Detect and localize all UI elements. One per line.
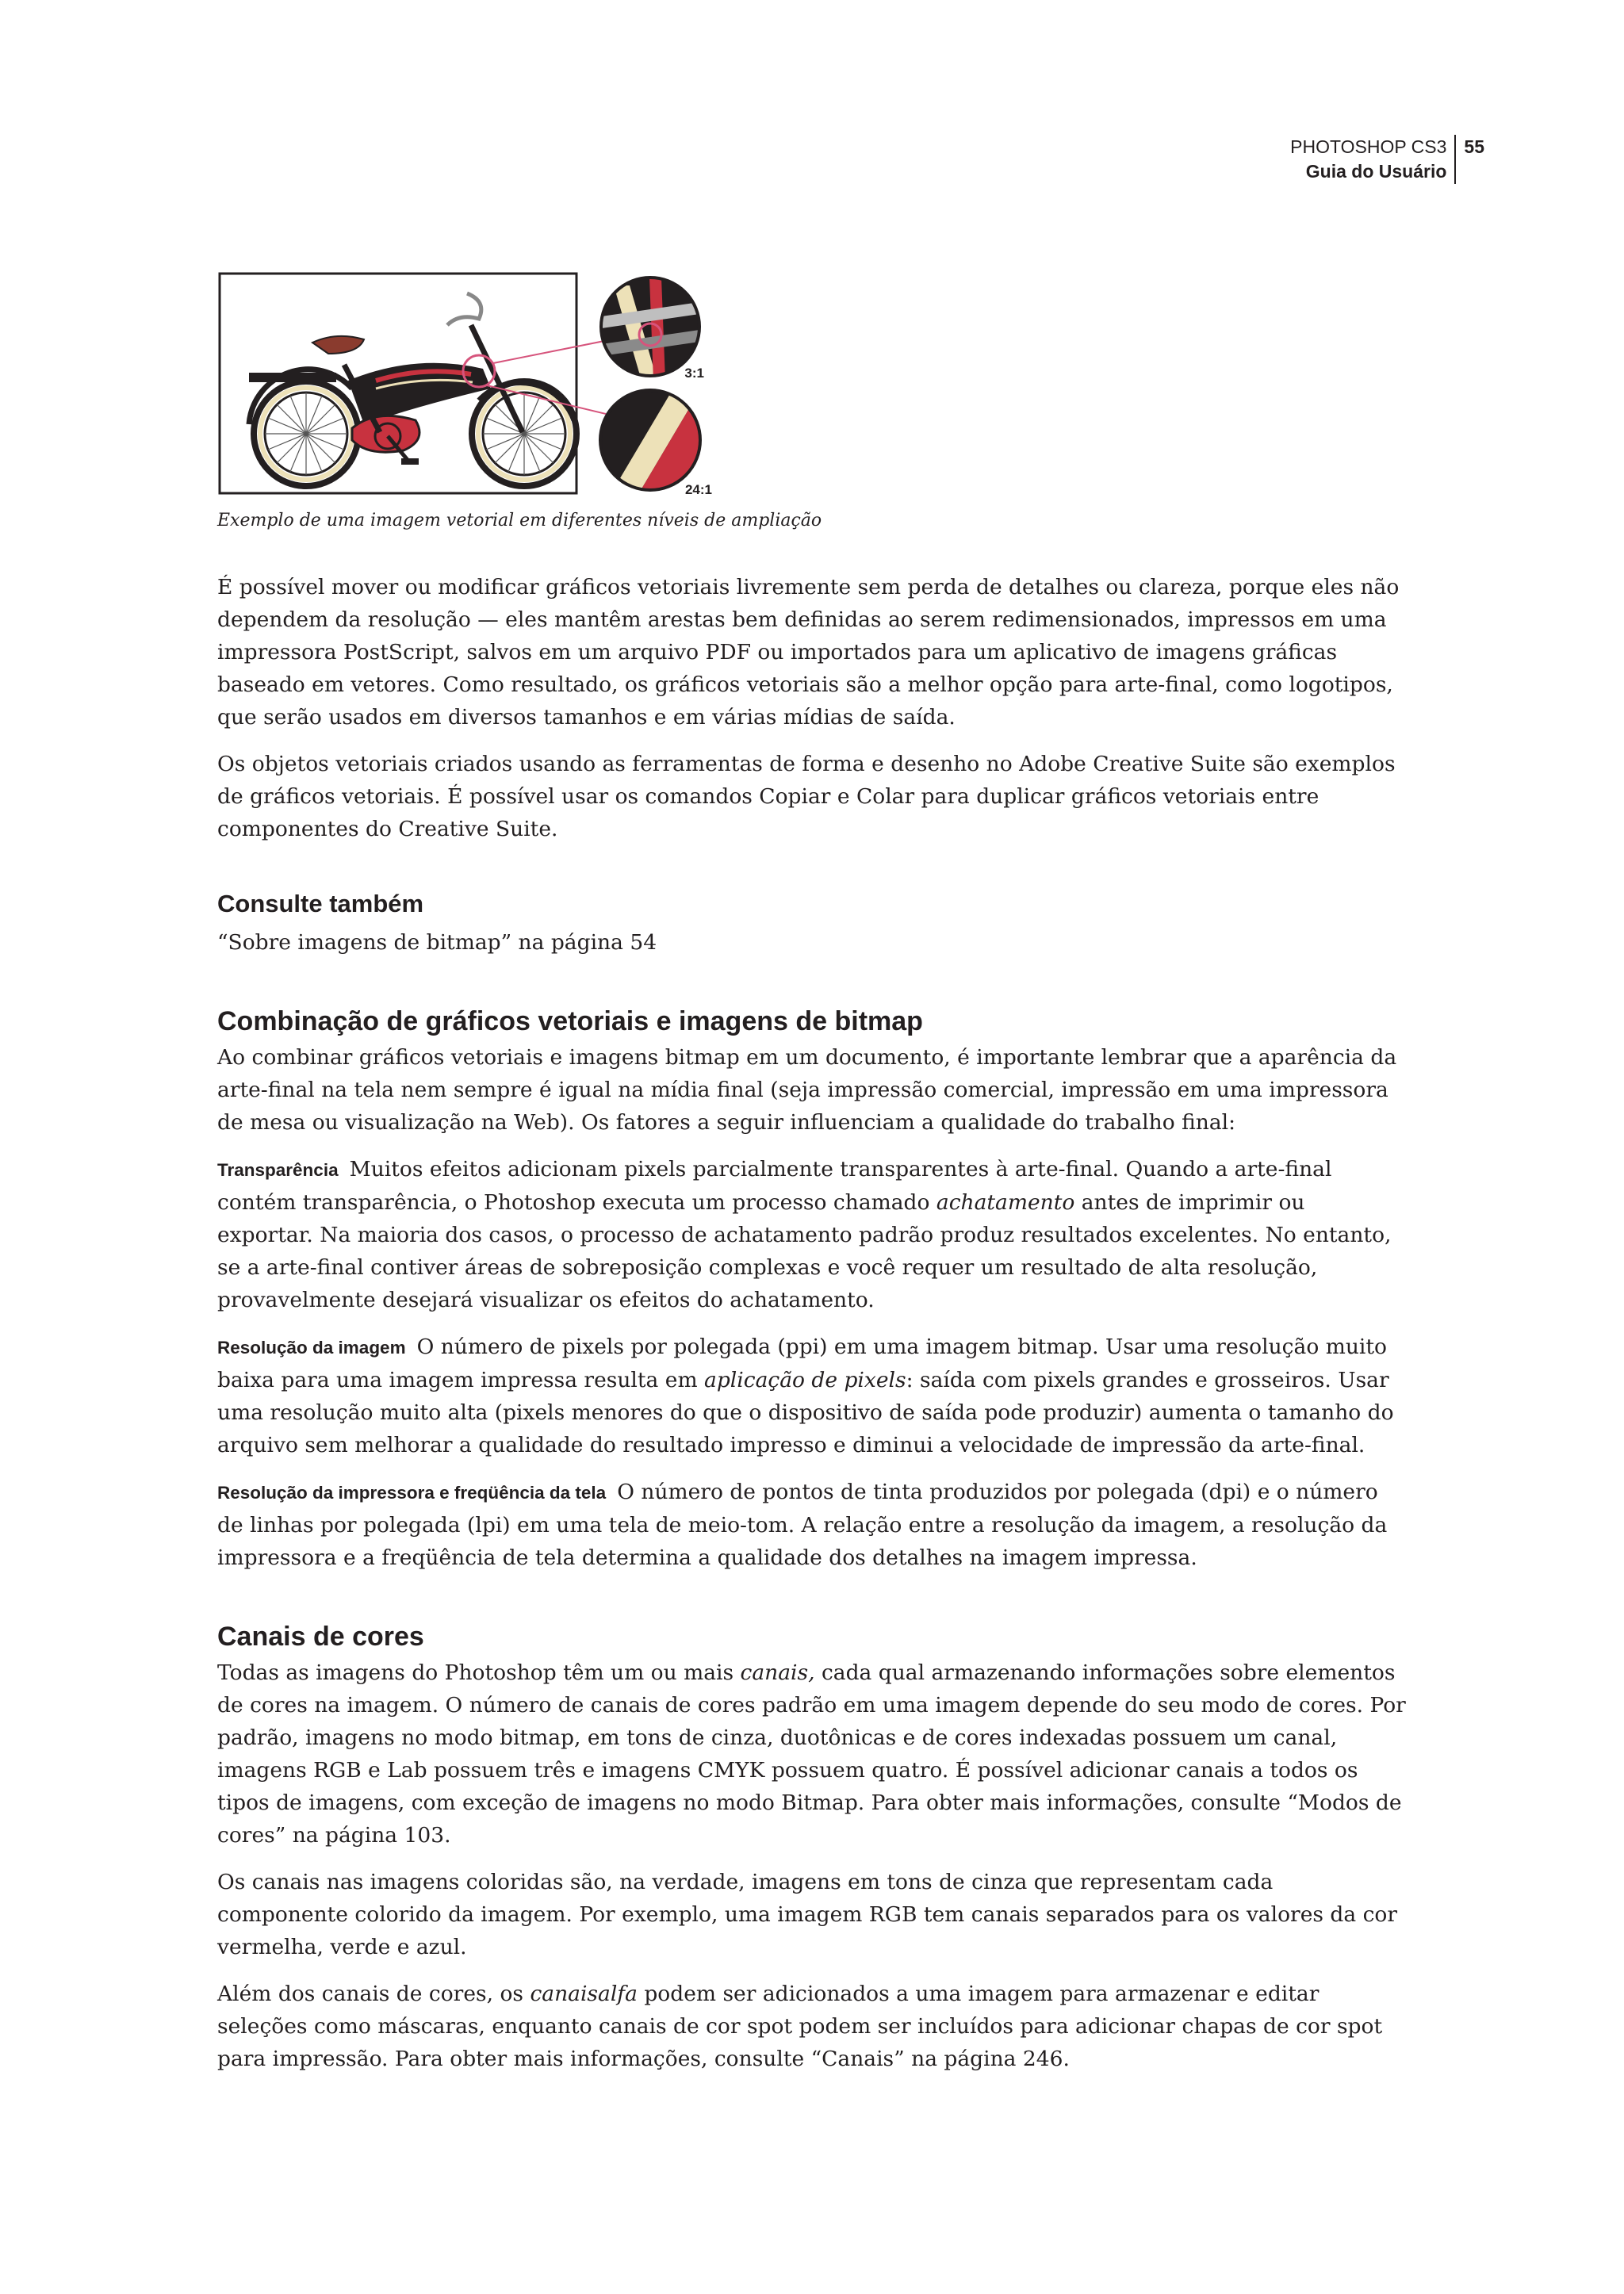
transparency-entry (217, 1153, 1407, 1316)
running-header (1290, 135, 1484, 184)
channels-paragraph-2: Os canais nas imagens coloridas são, na verdade, imagens em tons de cinza que representam cada componente colorido da imagem. Por exemplo, uma imagem RGB tem canais separados para os valores da cor vermelha, verde e azul. (217, 1870, 1398, 1959)
figure-caption: Exemplo de uma imagem vetorial em diferentes níveis de ampliação (217, 511, 822, 530)
vector-bicycle-figure (217, 270, 725, 539)
see-also-link[interactable]: “Sobre imagens de bitmap” na página 54 (217, 930, 657, 955)
channels-p3-text-b: podem ser adicionados a uma imagem para armazenar e editar seleções como máscaras, enquanto canais de cor spot podem ser incluídos para adicionar chapas de cor spot para impressão. Para obter mais informações, consulte “Canais” na página 246. (217, 1982, 1383, 2071)
main-content (217, 571, 1407, 2089)
transparency-term: Transparência (217, 1160, 339, 1180)
transparency-emphasis: achatamento (936, 1190, 1075, 1215)
page-number: 55 (1464, 136, 1484, 157)
combination-intro: Ao combinar gráficos vetoriais e imagens bitmap em um documento, é importante lembrar que a aparência da arte-final na tela nem sempre é igual na mídia final (seja impressão comercial, impressão em uma impressora de mesa ou visualização na Web). Os fatores a seguir influenciam a qualidade do trabalho final: (217, 1045, 1397, 1135)
header-titles (1290, 135, 1454, 184)
image-resolution-text-b: : saída com pixels grandes e grosseiros. Usar uma resolução muito alta (pixels menores do que o dispositivo de saída pode produzir) aumenta o tamanho do arquivo sem melhorar a qualidade do resultado impresso e diminui a velocidade de impressão da arte-final. (217, 1368, 1394, 1457)
printer-resolution-text: O número de pontos de tinta produzidos por polegada (dpi) e o número de linhas por polegada (lpi) em uma tela de meio-tom. A relação entre a resolução da imagem, a resolução da impressora e a freqüência de tela determina a qualidade dos detalhes na imagem impressa. (217, 1480, 1388, 1570)
zoom-24x-circle (598, 389, 705, 496)
see-also-heading: Consulte também (217, 890, 424, 917)
image-resolution-text-a: O número de pixels por polegada (ppi) em uma imagem bitmap. Usar uma resolução muito baixa para uma imagem impressa resulta em (217, 1335, 1387, 1392)
image-resolution-term: Resolução da imagem (217, 1338, 406, 1358)
image-resolution-emphasis: aplicação de pixels (704, 1368, 906, 1392)
intro-paragraph-1: É possível mover ou modificar gráficos vetoriais livremente sem perda de detalhes ou clareza, porque eles não dependem da resolução — eles mantêm arestas bem definidas ao serem redimensionados, impressos em uma impressora PostScript, salvos em um arquivo PDF ou importados para um aplicativo de imagens gráficas baseado em vetores. Como resultado, os gráficos vetoriais são a melhor opção para arte-final, como logotipos, que serão usados em diversos tamanhos e em várias mídias de saída. (217, 575, 1400, 730)
channels-p1-text-a: Todas as imagens do Photoshop têm um ou mais (217, 1660, 741, 1685)
transparency-text-a: Muitos efeitos adicionam pixels parcialmente transparentes à arte-final. Quando a arte-final contém transparência, o Photoshop executa um processo chamado (217, 1157, 1332, 1215)
printer-resolution-term: Resolução da impressora e freqüência da tela (217, 1483, 607, 1503)
channels-paragraph-3 (217, 1978, 1407, 2075)
intro-paragraph-2: Os objetos vetoriais criados usando as ferramentas de forma e desenho no Adobe Creative Suite são exemplos de gráficos vetoriais. É possível usar os comandos Copiar e Colar para duplicar gráficos vetoriais entre componentes do Creative Suite. (217, 752, 1396, 841)
image-resolution-entry (217, 1331, 1407, 1461)
combination-heading: Combinação de gráficos vetoriais e imagens de bitmap (217, 1006, 923, 1036)
header-guide: Guia do Usuário (1305, 161, 1447, 182)
zoom-label-3x: 3:1 (684, 366, 704, 381)
channels-p3-emphasis: canaisalfa (530, 1982, 638, 2006)
zoom-label-24x: 24:1 (684, 482, 712, 497)
channels-p1-text-b: cada qual armazenando informações sobre elementos de cores na imagem. O número de canais de cores padrão em uma imagem depende do seu modo de cores. Por padrão, imagens no modo bitmap, em tons de cinza, duotônicas e de cores indexadas possuem um canal, imagens RGB e Lab possuem três e imagens CMYK possuem quatro. É possível adicionar canais a todos os tipos de imagens, com exceção de imagens no modo Bitmap. Para obter mais informações, consulte “Modos de cores” na página 103. (217, 1660, 1406, 1848)
header-product: PHOTOSHOP CS3 (1290, 136, 1447, 157)
channels-p3-text-a: Além dos canais de cores, os (217, 1982, 530, 2006)
channels-p1-emphasis: canais, (740, 1660, 815, 1685)
printer-resolution-entry (217, 1476, 1407, 1574)
transparency-text-b: antes de imprimir ou exportar. Na maioria dos casos, o processo de achatamento padrão produz resultados excelentes. No entanto, se a arte-final contiver áreas de sobreposição complexas e você requer um resultado de alta resolução, provavelmente desejará visualizar os efeitos do achatamento. (217, 1190, 1392, 1312)
channels-paragraph-1 (217, 1656, 1407, 1852)
channels-heading: Canais de cores (217, 1622, 424, 1652)
